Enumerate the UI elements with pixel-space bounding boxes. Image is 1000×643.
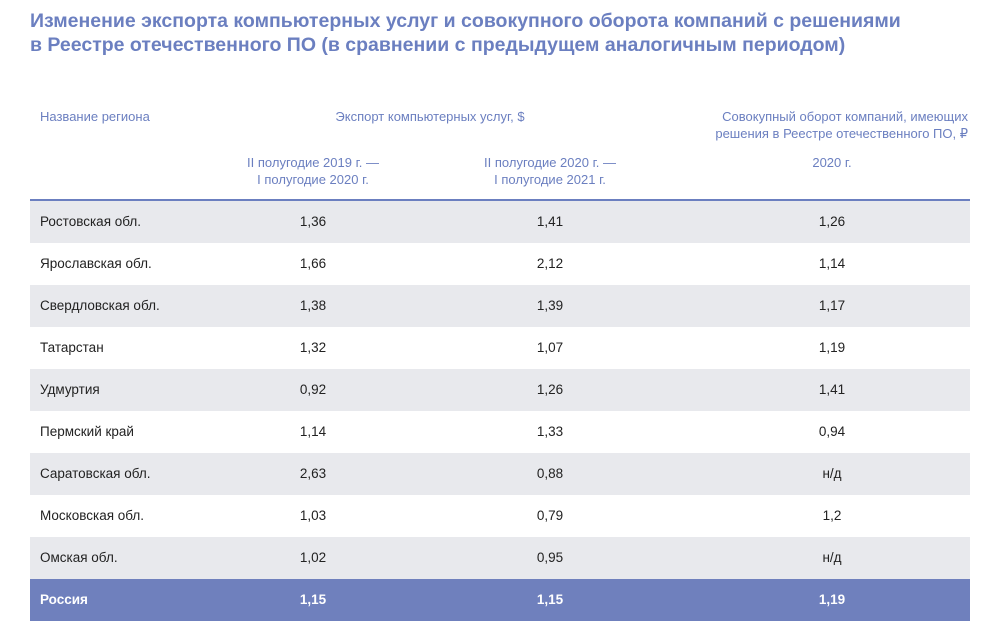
export-value-period-1: 1,36 — [299, 214, 327, 229]
title-line-2: в Реестре отечественного ПО (в сравнении с предыдущем аналогичным периодом) — [30, 34, 846, 56]
table-row — [30, 453, 970, 495]
title-line-1: Изменение экспорта компьютерных услуг и совокупного оборота компаний с решениями — [30, 10, 901, 32]
export-value-period-2: 0,88 — [536, 466, 564, 481]
export-value-period-1: 1,15 — [299, 592, 327, 607]
export-value-period-2: 1,15 — [536, 592, 564, 607]
export-value-period-2: 1,26 — [536, 382, 564, 397]
export-value-period-1: 2,63 — [299, 466, 327, 481]
turnover-value: н/д — [822, 550, 842, 565]
export-value-period-1: 1,66 — [299, 256, 327, 271]
table-row — [30, 495, 970, 537]
page-title — [30, 9, 930, 57]
header-turnover — [650, 108, 968, 142]
turnover-value: 1,19 — [818, 592, 846, 607]
turnover-value: 1,26 — [818, 214, 846, 229]
table-row — [30, 327, 970, 369]
table-row — [30, 369, 970, 411]
export-value-period-1: 1,38 — [299, 298, 327, 313]
region-name: Ростовская обл. — [40, 214, 142, 229]
region-name: Татарстан — [40, 340, 104, 355]
header-turnover-line-1: Совокупный оборот компаний, имеющих — [722, 109, 968, 124]
turnover-value: 1,19 — [818, 340, 846, 355]
export-value-period-2: 1,07 — [536, 340, 564, 355]
turnover-value: 1,17 — [818, 298, 846, 313]
table-body — [30, 201, 970, 621]
turnover-value: 1,41 — [818, 382, 846, 397]
header-period-1-line-1: II полугодие 2019 г. — — [247, 155, 379, 170]
turnover-value: 1,2 — [822, 508, 842, 523]
export-value-period-2: 1,33 — [536, 424, 564, 439]
table-row — [30, 537, 970, 579]
header-period-1 — [195, 154, 431, 188]
region-name: Свердловская обл. — [40, 298, 160, 313]
export-value-period-2: 1,39 — [536, 298, 564, 313]
table-row — [30, 411, 970, 453]
header-period-2-line-1: II полугодие 2020 г. — — [484, 155, 616, 170]
region-name: Омская обл. — [40, 550, 118, 565]
region-name: Московская обл. — [40, 508, 145, 523]
region-name: Ярославская обл. — [40, 256, 152, 271]
table-row — [30, 201, 970, 243]
turnover-value: 0,94 — [818, 424, 846, 439]
turnover-value: н/д — [822, 466, 842, 481]
header-period-1-line-2: I полугодие 2020 г. — [257, 172, 369, 187]
header-turnover-line-2: решения в Реестре отечественного ПО, ₽ — [715, 126, 968, 141]
region-name: Россия — [40, 592, 88, 607]
export-value-period-1: 0,92 — [299, 382, 327, 397]
region-name: Саратовская обл. — [40, 466, 151, 481]
header-period-2-line-2: I полугодие 2021 г. — [494, 172, 606, 187]
export-value-period-2: 0,79 — [536, 508, 564, 523]
export-value-period-2: 2,12 — [536, 256, 564, 271]
region-name: Удмуртия — [40, 382, 100, 397]
turnover-value: 1,14 — [818, 256, 846, 271]
header-export: Экспорт компьютерных услуг, $ — [335, 109, 525, 124]
export-value-period-1: 1,32 — [299, 340, 327, 355]
header-period-3: 2020 г. — [812, 155, 852, 170]
export-value-period-1: 1,02 — [299, 550, 327, 565]
export-value-period-2: 1,41 — [536, 214, 564, 229]
export-value-period-2: 0,95 — [536, 550, 564, 565]
table-row — [30, 243, 970, 285]
region-name: Пермский край — [40, 424, 134, 439]
export-value-period-1: 1,14 — [299, 424, 327, 439]
header-region: Название региона — [40, 109, 150, 124]
table-row — [30, 285, 970, 327]
export-value-period-1: 1,03 — [299, 508, 327, 523]
table-row-total — [30, 579, 970, 621]
header-period-2 — [432, 154, 668, 188]
